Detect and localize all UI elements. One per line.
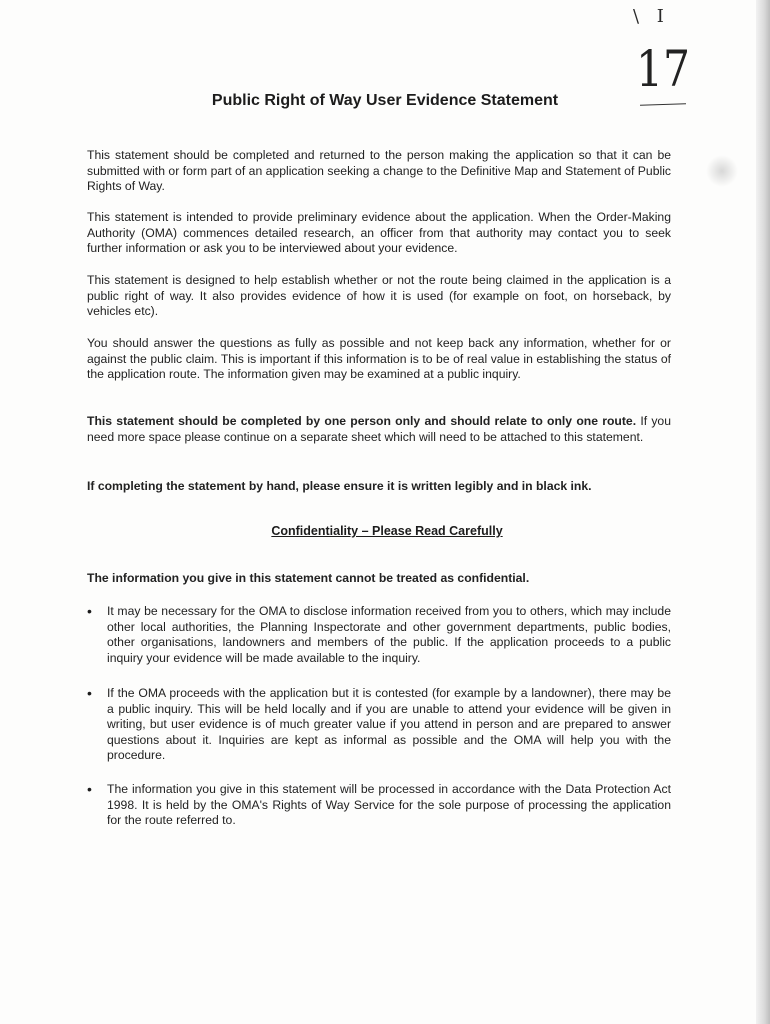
bullet-icon: • <box>87 781 92 797</box>
instruction-bold-text: This statement should be completed by one person only and should relate to only one route. <box>87 414 637 428</box>
bullet-text: The information you give in this statement will be processed in accordance with the Data Protection Act 1998. It is held by the OMA's Rights of Way Service for the sole purpose of processing the application for the route referred to. <box>107 782 671 827</box>
list-item <box>87 604 671 666</box>
bullet-icon: • <box>87 603 92 619</box>
intro-paragraph-4: You should answer the questions as fully as possible and not keep back any information, whether for or against the public claim. This is important if this information is to be of real value in establishing the status of the application route. The information given may be examined at a public inquiry. <box>87 336 671 381</box>
instruction-rest-text: If you need more space please continue on a separate sheet which will need to be attached to this statement. <box>87 414 671 444</box>
intro-paragraph-2: This statement is intended to provide preliminary evidence about the application. When the Order-Making Authority (OMA) commences detailed research, an officer from that authority may contact you to seek further information or ask you to be interviewed about your evidence. <box>87 210 671 255</box>
scan-smudge <box>706 155 738 187</box>
instruction-paragraph <box>87 414 671 445</box>
document-title: Public Right of Way User Evidence Statement <box>211 92 559 109</box>
handwritten-page-number: 17 <box>636 40 691 98</box>
bullet-text: If the OMA proceeds with the application but it is contested (for example by a landowner), there may be a public inquiry. This will be held locally and if you are unable to attend your evidence will be given in writing, but user evidence is of much greater value if you attend in person and are prepared to answer questions about it. Inquiries are kept as informal as possible and the OMA will help you with the procedure. <box>107 686 671 762</box>
ink-instruction: If completing the statement by hand, please ensure it is written legibly and in black ink. <box>87 479 592 493</box>
list-item <box>87 782 671 829</box>
intro-paragraph-3: This statement is designed to help establish whether or not the route being claimed in the application is a public right of way. It also provides evidence of how it is used (for example on foot, on horseback, by vehicles etc). <box>87 273 671 318</box>
list-item <box>87 686 671 764</box>
confidentiality-heading: Confidentiality – Please Read Carefully <box>271 524 503 538</box>
bullet-icon: • <box>87 685 92 701</box>
confidentiality-intro: The information you give in this statement cannot be treated as confidential. <box>87 571 530 585</box>
bullet-text: It may be necessary for the OMA to disclose information received from you to others, which may include other local authorities, the Planning Inspectorate and other government departments, public bodies, other organisations, landowners and members of the public. If the application proceeds to a public inquiry your evidence will be made available to the inquiry. <box>107 604 671 665</box>
scan-page-edge <box>756 0 770 1024</box>
handwritten-mark: \ I <box>633 6 670 27</box>
intro-paragraph-1: This statement should be completed and returned to the person making the application so that it can be submitted with or form part of an application seeking a change to the Definitive Map and Statement of Public Rights of Way. <box>87 148 671 193</box>
